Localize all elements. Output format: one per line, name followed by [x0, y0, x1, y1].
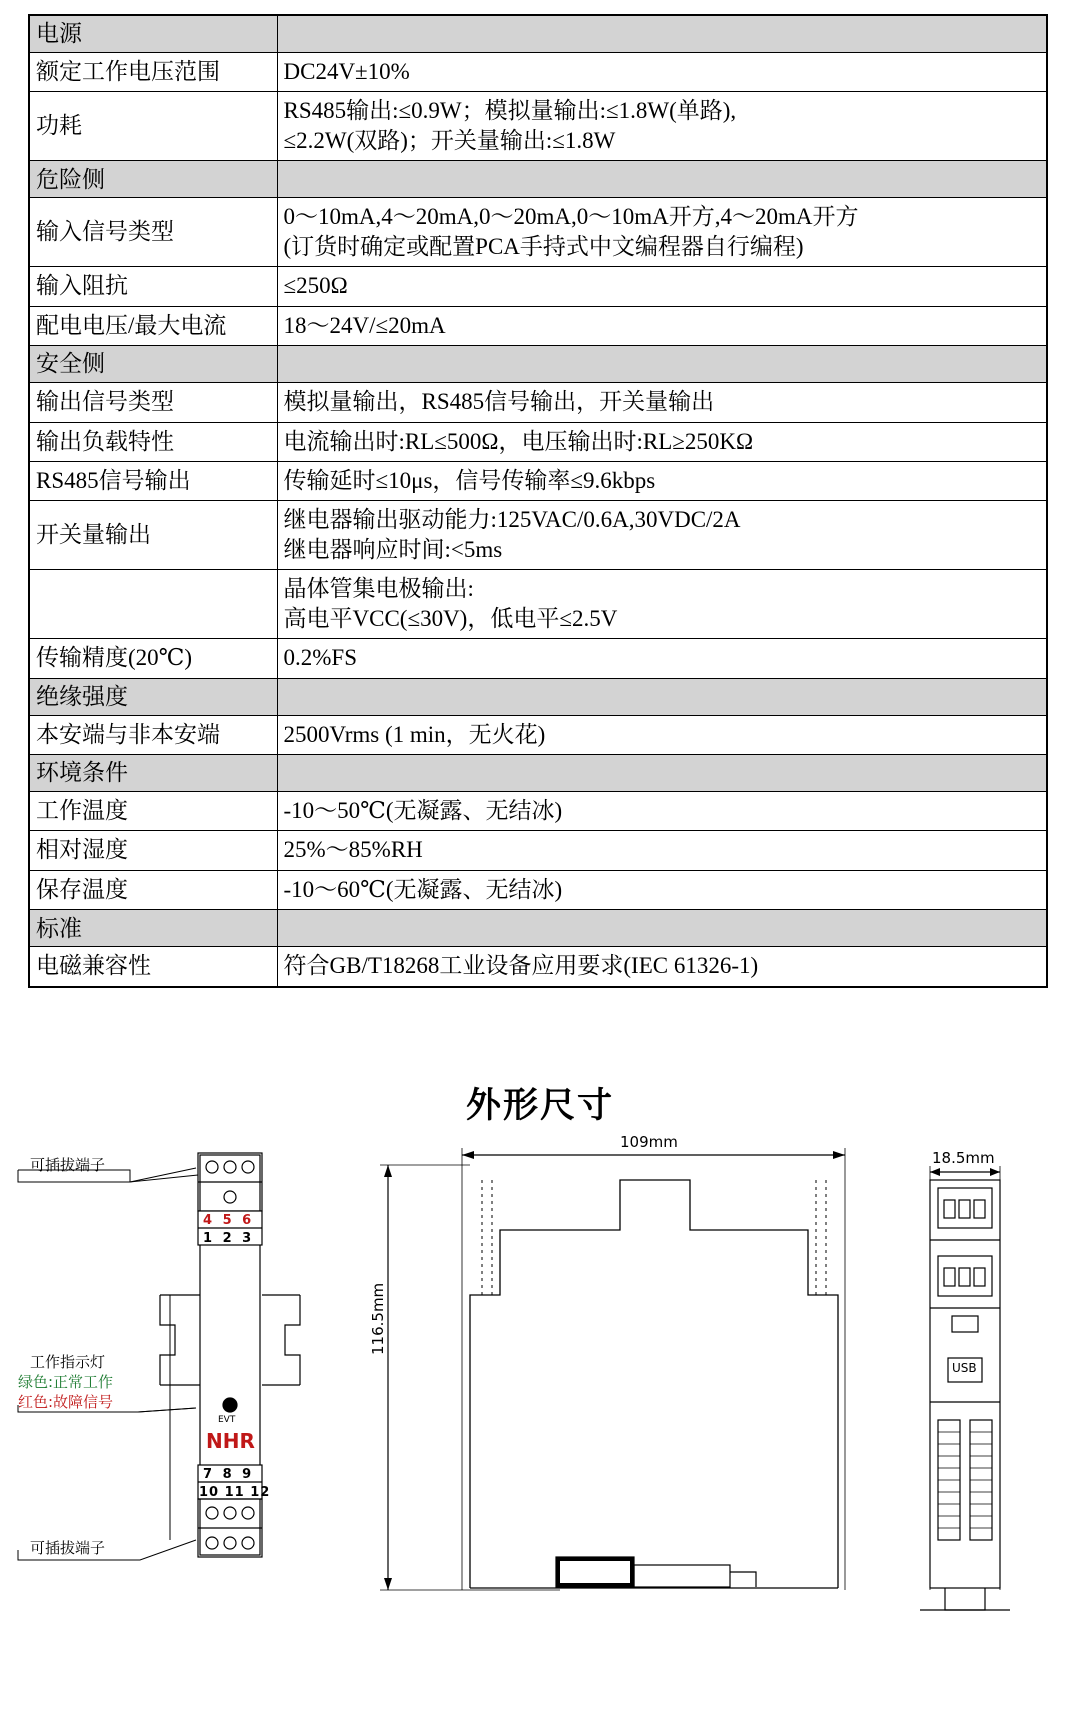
row-value-line: RS485输出:≤0.9W；模拟量输出:≤1.8W(单路), [283, 98, 737, 124]
section-value [277, 755, 1047, 792]
callout-indicator-title: 工作指示灯 [30, 1353, 106, 1371]
dimensions-diagram [0, 1120, 1080, 1715]
callout-indicator-green: 绿色:正常工作 [18, 1373, 114, 1391]
table-row [29, 715, 1047, 754]
row-label: 本安端与非本安端 [29, 715, 277, 754]
row-value: ≤250Ω [277, 267, 1047, 306]
row-value-line: ≤2.2W(双路)；开关量输出:≤1.8W [283, 127, 616, 153]
row-value: 18～24V/≤20mA [277, 306, 1047, 345]
row-label: 输出信号类型 [29, 383, 277, 422]
section-label: 危险侧 [29, 161, 277, 198]
row-label: 开关量输出 [29, 501, 277, 570]
table-row [29, 422, 1047, 461]
table-section-row [29, 161, 1047, 198]
row-value: -10～60℃(无凝露、无结冰) [277, 870, 1047, 909]
led-label: EVT [218, 1415, 236, 1425]
table-section-row [29, 910, 1047, 947]
row-value [277, 570, 1047, 639]
section-label: 电源 [29, 15, 277, 53]
brand-logo: NHR [206, 1429, 255, 1453]
table-row [29, 870, 1047, 909]
row-value [277, 501, 1047, 570]
row-value: 25%～85%RH [277, 831, 1047, 870]
section-label: 环境条件 [29, 755, 277, 792]
section-label: 安全侧 [29, 346, 277, 383]
row-value: 电流输出时:RL≤500Ω，电压输出时:RL≥250KΩ [277, 422, 1047, 461]
row-value: 0.2%FS [277, 639, 1047, 678]
table-row [29, 501, 1047, 570]
table-row [29, 831, 1047, 870]
table-row [29, 92, 1047, 161]
section-value [277, 161, 1047, 198]
row-label: RS485信号输出 [29, 461, 277, 500]
row-value: 传输延时≤10μs，信号传输率≤9.6kbps [277, 461, 1047, 500]
row-label: 电磁兼容性 [29, 947, 277, 987]
row-value-line: 0～10mA,4～20mA,0～20mA,0～10mA开方,4～20mA开方 [283, 204, 859, 230]
row-label: 输入信号类型 [29, 198, 277, 267]
row-label: 相对湿度 [29, 831, 277, 870]
section-label: 标准 [29, 910, 277, 947]
callout-top-terminal: 可插拔端子 [30, 1156, 106, 1174]
table-section-row [29, 346, 1047, 383]
dimension-height-label: 116.5mm [369, 1282, 387, 1355]
section-label: 绝缘强度 [29, 678, 277, 715]
table-section-row [29, 678, 1047, 715]
row-label: 输入阻抗 [29, 267, 277, 306]
row-value-line: (订货时确定或配置PCA手持式中文编程器自行编程) [283, 233, 804, 259]
row-label: 工作温度 [29, 792, 277, 831]
terminal-numbers-bottom-row2: 10 11 12 [199, 1485, 271, 1500]
terminal-numbers-top-row1: 4 5 6 [203, 1213, 255, 1228]
diagram-svg [0, 1120, 1080, 1715]
dimensions-title: 外形尺寸 [465, 1086, 614, 1126]
row-label: 传输精度(20℃) [29, 639, 277, 678]
table-row [29, 383, 1047, 422]
section-value [277, 346, 1047, 383]
table-row [29, 53, 1047, 92]
row-value-line: 高电平VCC(≤30V)，低电平≤2.5V [283, 605, 618, 631]
row-label: 保存温度 [29, 870, 277, 909]
row-value [277, 92, 1047, 161]
specifications-table [28, 14, 1048, 988]
table-section-row [29, 15, 1047, 53]
section-value [277, 678, 1047, 715]
row-value: 模拟量输出，RS485信号输出，开关量输出 [277, 383, 1047, 422]
table-row [29, 947, 1047, 987]
row-label: 额定工作电压范围 [29, 53, 277, 92]
spec-table-container [28, 14, 1048, 988]
row-value: 2500Vrms (1 min，无火花) [277, 715, 1047, 754]
section-value [277, 910, 1047, 947]
row-value: 符合GB/T18268工业设备应用要求(IEC 61326-1) [277, 947, 1047, 987]
table-row [29, 198, 1047, 267]
table-row [29, 267, 1047, 306]
dimension-width-label: 109mm [620, 1133, 678, 1151]
table-row [29, 792, 1047, 831]
table-row [29, 306, 1047, 345]
row-label: 功耗 [29, 92, 277, 161]
table-row [29, 461, 1047, 500]
usb-label: USB [952, 1361, 977, 1375]
table-row [29, 639, 1047, 678]
section-value [277, 15, 1047, 53]
row-value-line: 继电器响应时间:<5ms [283, 536, 503, 562]
callout-bottom-terminal: 可插拔端子 [30, 1539, 106, 1557]
row-label: 输出负载特性 [29, 422, 277, 461]
terminal-numbers-bottom-row1: 7 8 9 [203, 1467, 255, 1482]
row-label: 配电电压/最大电流 [29, 306, 277, 345]
table-row [29, 570, 1047, 639]
row-value: -10～50℃(无凝露、无结冰) [277, 792, 1047, 831]
terminal-numbers-top-row2: 1 2 3 [203, 1231, 255, 1246]
row-value-line: 继电器输出驱动能力:125VAC/0.6A,30VDC/2A [283, 507, 741, 533]
dimension-depth-label: 18.5mm [932, 1149, 995, 1167]
row-value [277, 198, 1047, 267]
row-value: DC24V±10% [277, 53, 1047, 92]
row-value-line: 晶体管集电极输出: [283, 576, 474, 602]
table-section-row [29, 755, 1047, 792]
callout-indicator-red: 红色:故障信号 [18, 1393, 114, 1411]
row-label [29, 570, 277, 639]
